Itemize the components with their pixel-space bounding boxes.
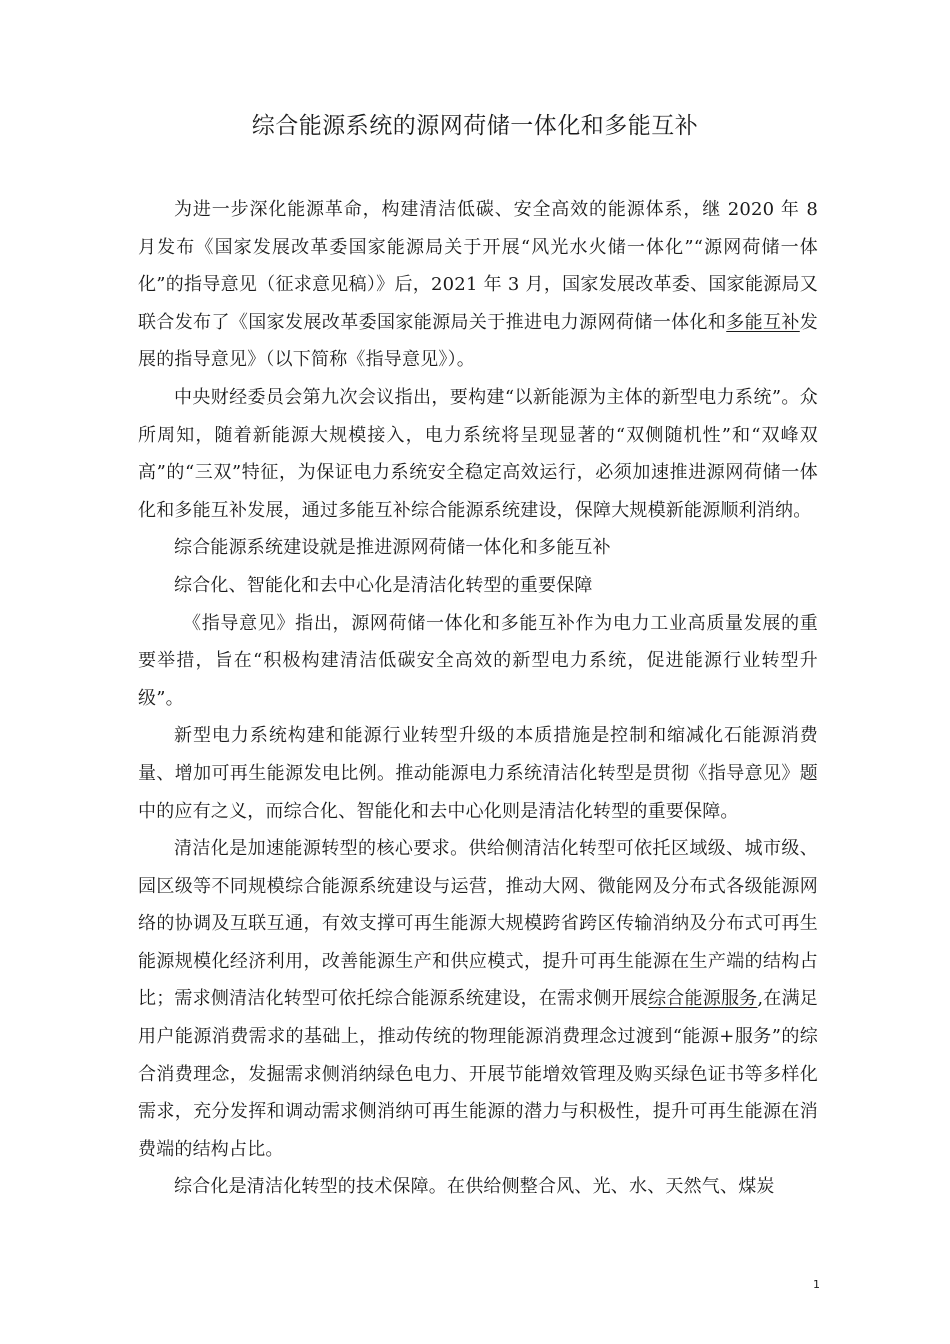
paragraph-clean-transition bbox=[138, 830, 818, 1168]
section-heading-1: 综合能源系统建设就是推进源网荷储一体化和多能互补 bbox=[174, 537, 611, 559]
paragraph-clean-transition-text-end: ,在满足用户能源消费需求的基础上，推动传统的物理能源消费理念过渡到“能源+服务”的综合消费理念，发掘需求侧消纳绿色电力、开展节能增效管理及购买绿色证书等多样化需求，充分发挥和调动需求侧消纳可再生能源的潜力与积极性，提升可再生能源在消费端的结构占比。 bbox=[138, 988, 818, 1160]
section-heading-2: 综合化、智能化和去中心化是清洁化转型的重要保障 bbox=[174, 574, 593, 596]
link-integrated-energy-service[interactable]: 综合能源服务 bbox=[648, 988, 758, 1010]
paragraph-clean-transition-text: 清洁化是加速能源转型的核心要求。供给侧清洁化转型可依托区域级、城市级、园区级等不同规模综合能源系统建设与运营，推动大网、微能网及分布式各级能源网络的协调及互联互通，有效支撑可再生能源大规模跨省跨区传输消纳及分布式可再生能源规模化经济利用，改善能源生产和供应模式，提升可再生能源在生产端的结构占比；需求侧清洁化转型可依托综合能源系统建设，在需求侧开展 bbox=[138, 838, 818, 1010]
paragraph-new-power-system: 新型电力系统构建和能源行业转型升级的本质措施是控制和缩减化石能源消费量、增加可再生能源发电比例。推动能源电力系统清洁化转型是贯彻《指导意见》题中的应有之义，而综合化、智能化和去中心化则是清洁化转型的重要保障。 bbox=[138, 725, 818, 822]
paragraph-central-committee: 中央财经委员会第九次会议指出，要构建“以新能源为主体的新型电力系统”。众所周知，随着新能源大规模接入，电力系统将呈现显著的“双侧随机性”和“双峰双高”的“三双”特征，为保证电力系统安全稳定高效运行，必须加速推进源网荷储一体化和多能互补发展，通过多能互补综合能源系统建设，保障大规模新能源顺利消纳。 bbox=[138, 386, 818, 521]
document-body bbox=[138, 191, 818, 1206]
paragraph-intro-text-end: 发展的指导意见》（以下简称《指导意见》）。 bbox=[138, 311, 818, 371]
paragraph-intro bbox=[138, 191, 818, 379]
paragraph-intro-text: 为进一步深化能源革命，构建清洁低碳、安全高效的能源体系，继 2020 年 8 月发布《国家发展改革委国家能源局关于开展“风光水火储一体化”“源网荷储一体化”的指导意见（征求意见稿）》后，2021 年 3 月，国家发展改革委、国家能源局又联合发布了《国家发展改革委国家能源局关于推进电力源网荷储一体化和 bbox=[138, 199, 818, 333]
document-title: 综合能源系统的源网荷储一体化和多能互补 bbox=[251, 113, 699, 139]
page-number: 1 bbox=[813, 1278, 820, 1291]
link-multi-energy-complementary[interactable]: 多能互补 bbox=[726, 311, 800, 333]
paragraph-integration: 综合化是清洁化转型的技术保障。在供给侧整合风、光、水、天然气、煤炭 bbox=[174, 1176, 775, 1198]
paragraph-guidance: 《指导意见》指出，源网荷储一体化和多能互补作为电力工业高质量发展的重要举措，旨在“积极构建清洁低碳安全高效的新型电力系统，促进能源行业转型升级”。 bbox=[138, 612, 818, 709]
